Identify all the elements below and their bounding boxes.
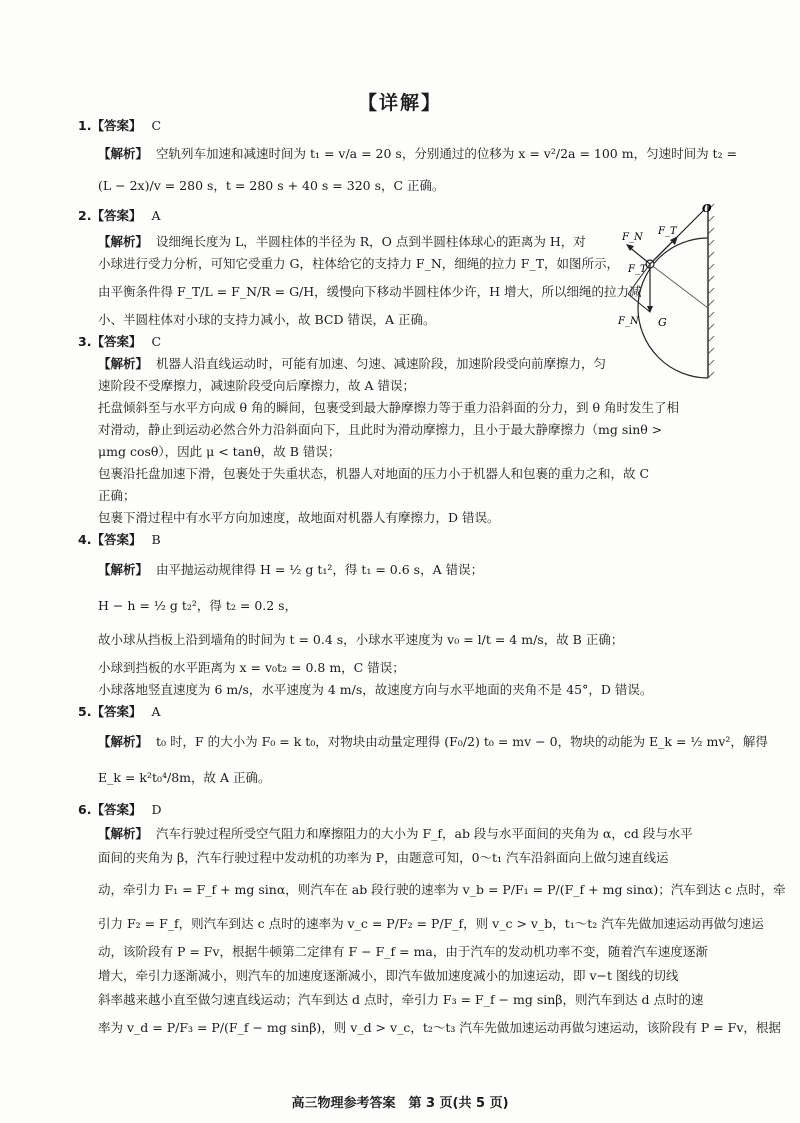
analysis-tag: 【解析】	[98, 234, 149, 249]
q6-answer-line	[78, 802, 162, 818]
answer-tag: 【答案】	[91, 334, 142, 349]
answer-tag: 【答案】	[91, 802, 142, 817]
q3-analysis-line-3: 托盘倾斜至与水平方向成 θ 角的瞬间，包裹受到最大静摩擦力等于重力沿斜面的分力，到 θ 角时发生了相	[98, 400, 679, 415]
q1-number: 1.	[78, 118, 92, 133]
answer-tag: 【答案】	[91, 704, 142, 719]
q5-answer-line	[78, 704, 161, 720]
q6-analysis-line-1: 【解析】 汽车行驶过程所受空气阻力和摩擦阻力的大小为 F_f，ab 段与水平面间的夹角为 α，cd 段与水平	[98, 826, 693, 841]
q4-answer: B	[151, 532, 161, 547]
analysis-tag: 【解析】	[98, 562, 149, 577]
analysis-tag: 【解析】	[98, 356, 149, 371]
analysis-tag: 【解析】	[98, 826, 149, 841]
label-o: O	[702, 202, 712, 215]
q6-analysis-line-6: 增大，牵引力逐渐减小，则汽车的加速度逐渐减小，即汽车做加速度减小的加速运动，即 v−t 图线的切线	[98, 968, 679, 983]
analysis-tag: 【解析】	[98, 146, 149, 161]
wall-hatching	[708, 204, 714, 378]
q3-analysis-line-7: 正确；	[98, 488, 136, 503]
q4-analysis-line-1: 【解析】 由平抛运动规律得 H = ½ g t₁²，得 t₁ = 0.6 s，A 错误；	[98, 562, 484, 577]
q4-analysis-line-3: 故小球从挡板上沿到墙角的时间为 t = 0.4 s，小球水平速度为 v₀ = l/t = 4 m/s，故 B 正确；	[98, 632, 624, 647]
q6-analysis-line-8: 率为 v_d = P/F₃ = P/(F_f − mg sinβ)，则 v_d > v_c，t₂～t₃ 汽车先做加速运动再做匀速运动，该阶段有 P = Fv，根据	[98, 1020, 781, 1035]
q5-analysis-line-2: E_k = k²t₀⁴/8m，故 A 正确。	[98, 770, 271, 785]
q6-analysis-line-7: 斜率越来越小直至做匀速直线运动；汽车到达 d 点时，牵引力 F₃ = F_f − mg sinβ，则汽车到达 d 点时的速	[98, 992, 704, 1007]
q3-analysis-line-1: 【解析】 机器人沿直线运动时，可能有加速、匀速、减速阶段，加速阶段受向前摩擦力，匀	[98, 356, 606, 371]
q3-analysis-line-8: 包裹下滑过程中有水平方向加速度，故地面对机器人有摩擦力，D 错误。	[98, 510, 500, 525]
q6-number: 6.	[78, 802, 92, 817]
q5-analysis-line-1: 【解析】 t₀ 时，F 的大小为 F₀ = k t₀，对物块由动量定理得 (F₀/2) t₀ = mv − 0，物块的动能为 E_k = ½ mv²，解得	[98, 734, 768, 749]
force-diagram	[608, 200, 728, 382]
tension-arrowhead	[670, 236, 678, 245]
q3-analysis-line-2: 速阶段不受摩擦力，减速阶段受向后摩擦力，故 A 错误；	[98, 378, 415, 393]
radius-line	[650, 264, 708, 308]
answer-tag: 【答案】	[91, 118, 142, 133]
answer-tag: 【答案】	[91, 208, 142, 223]
q4-number: 4.	[78, 532, 92, 547]
q1-analysis-line-2: (L − 2x)/v = 280 s，t = 280 s + 40 s = 320 s，C 正确。	[98, 178, 445, 193]
q3-number: 3.	[78, 334, 92, 349]
q6-answer: D	[151, 802, 162, 817]
q5-number: 5.	[78, 704, 92, 719]
q1-analysis-line-1: 【解析】 空轨列车加速和减速时间为 t₁ = v/a = 20 s，分别通过的位移为 x = v²/2a = 100 m，匀速时间为 t₂ =	[98, 146, 738, 161]
q4-analysis-line-2: H − h = ½ g t₂²，得 t₂ = 0.2 s，	[98, 598, 298, 613]
label-ft-mid: F_T	[628, 264, 647, 275]
q4-analysis-line-4: 小球到挡板的水平距离为 x = v₀t₂ = 0.8 m，C 错误；	[98, 660, 405, 675]
q2-answer: A	[151, 208, 161, 223]
label-fn-bot: F_N	[618, 316, 639, 327]
q5-answer: A	[151, 704, 161, 719]
q6-analysis-line-3: 动，牵引力 F₁ = F_f + mg sinα，则汽车在 ab 段行驶的速率为 v_b = P/F₁ = P/(F_f + mg sinα)；汽车到达 c 点时，牵	[98, 882, 786, 897]
q3-analysis-line-6: 包裹沿托盘加速下滑，包裹处于失重状态，机器人对地面的压力小于机器人和包裹的重力之和，故 C	[98, 466, 650, 481]
q2-analysis-line-3: 由平衡条件得 F_T/L = F_N/R = G/H，缓慢向下移动半圆柱体少许，H 增大，所以细绳的拉力减	[98, 284, 642, 299]
label-g: G	[658, 316, 667, 329]
label-ft-top: F_T	[658, 226, 677, 237]
q2-analysis-line-2: 小球进行受力分析，可知它受重力 G，柱体给它的支持力 F_N，细绳的拉力 F_T，如图所示，	[98, 256, 620, 271]
q2-analysis-line-1: 【解析】 设细绳长度为 L，半圆柱体的半径为 R，O 点到半圆柱体球心的距离为 H，对	[98, 234, 586, 249]
q3-answer: C	[151, 334, 162, 349]
q1-answer: C	[151, 118, 162, 133]
q4-answer-line	[78, 532, 161, 548]
q1-answer-line	[78, 118, 161, 134]
q6-analysis-line-2: 面间的夹角为 β，汽车行驶过程中发动机的功率为 P，由题意可知，0～t₁ 汽车沿斜面向上做匀速直线运	[98, 850, 669, 865]
q3-analysis-line-4: 对滑动，静止到运动必然合外力沿斜面向下，且此时为滑动摩擦力，且小于最大静摩擦力（mg sinθ >	[98, 422, 663, 437]
q4-analysis-line-5: 小球落地竖直速度为 6 m/s，水平速度为 4 m/s，故速度方向与水平地面的夹角不是 45°，D 错误。	[98, 682, 653, 697]
label-fn-top: F_N	[622, 232, 643, 243]
analysis-tag: 【解析】	[98, 734, 149, 749]
q6-analysis-line-4: 引力 F₂ = F_f，则汽车到达 c 点时的速率为 v_c = P/F₂ = P/F_f，则 v_c > v_b，t₁～t₂ 汽车先做加速运动再做匀速运	[98, 916, 764, 931]
page-title: 【详解】	[357, 92, 442, 114]
q2-answer-line	[78, 208, 161, 224]
q6-analysis-line-5: 动，该阶段有 P = Fv，根据牛顿第二定律有 F − F_f = ma，由于汽车的发动机功率不变，随着汽车速度逐渐	[98, 944, 708, 959]
answer-tag: 【答案】	[91, 532, 142, 547]
q3-analysis-line-5: μmg cosθ），因此 μ < tanθ，故 B 错误；	[98, 444, 341, 459]
q2-number: 2.	[78, 208, 92, 223]
page-footer: 高三物理参考答案 第 3 页(共 5 页)	[291, 1096, 509, 1111]
q2-analysis-line-4: 小、半圆柱体对小球的支持力减小，故 BCD 错误，A 正确。	[98, 312, 436, 327]
q3-answer-line	[78, 334, 161, 350]
